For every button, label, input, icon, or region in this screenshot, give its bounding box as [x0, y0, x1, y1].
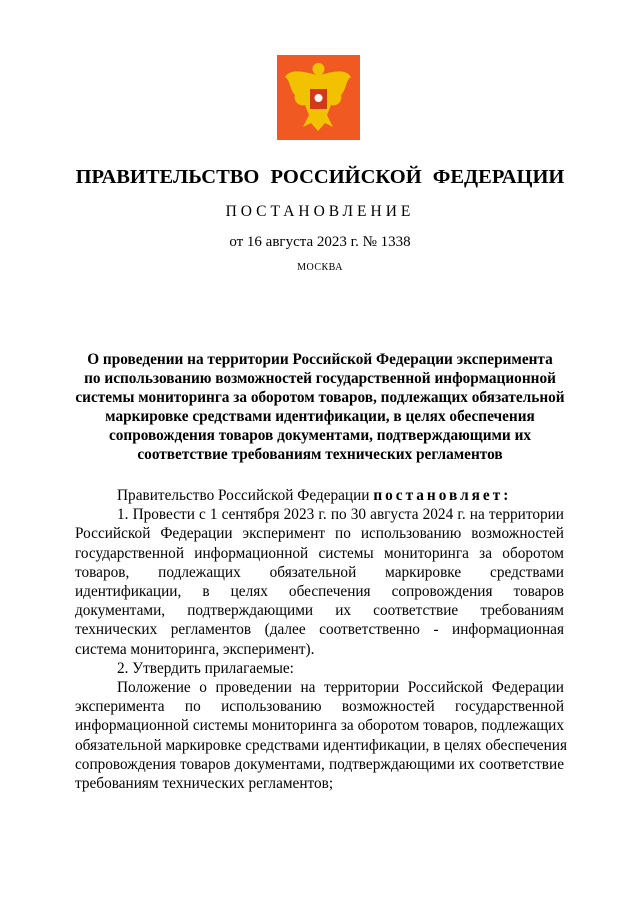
- text-line: сопровождения товаров документами, подтверждающими их соответствие: [75, 755, 564, 773]
- document-title: [70, 350, 570, 464]
- text-line: система мониторинга, эксперимент).: [75, 640, 315, 658]
- text-line: сопровождения товаров документами, подтверждающими их: [108, 427, 532, 444]
- text-line: маркировке средствами идентификации, в целях обеспечения: [105, 408, 535, 425]
- coat-of-arms-emblem: [277, 55, 360, 140]
- preamble-emphasis: постановляет:: [373, 487, 512, 504]
- text-line: товаров, подлежащих обязательной маркировке средствами: [75, 563, 564, 581]
- document-body: [75, 486, 568, 793]
- preamble-text: Правительство Российской Федерации: [117, 487, 374, 504]
- text-line: О проведении на территории Российской Федерации эксперимента: [87, 351, 553, 368]
- preamble: [75, 486, 564, 505]
- text-line: Положение о проведении на территории Российской Федерации: [117, 679, 564, 697]
- paragraph-2: [75, 659, 564, 678]
- text-line: Российской Федерации эксперимент по использованию возможностей: [75, 525, 564, 543]
- text-line: эксперимента по использованию возможностей государственной: [75, 698, 564, 716]
- text-line: требованиям технических регламентов;: [75, 775, 334, 793]
- document-type: ПОСТАНОВЛЕНИЕ: [225, 203, 415, 220]
- text-line: информационной системы мониторинга за оборотом товаров, подлежащих: [75, 717, 564, 735]
- text-line: технических регламентов (далее соответственно - информационная: [75, 621, 564, 639]
- text-line: обязательной маркировке средствами идентификации, в целях обеспечения: [75, 736, 568, 754]
- government-heading: ПРАВИТЕЛЬСТВО РОССИЙСКОЙ ФЕДЕРАЦИИ: [75, 166, 565, 188]
- paragraph-3: [75, 678, 568, 793]
- text-line: 1. Провести с 1 сентября 2023 г. по 30 августа 2024 г. на территории: [117, 506, 564, 524]
- city: МОСКВА: [297, 262, 343, 273]
- date-number: от 16 августа 2023 г. № 1338: [229, 234, 411, 250]
- text-line: по использованию возможностей государственной информационной: [84, 370, 556, 387]
- text-line: соответствие требованиям технических регламентов: [137, 446, 503, 463]
- text-line: системы мониторинга за оборотом товаров, подлежащих обязательной: [75, 389, 565, 406]
- text-line: документами, подтверждающими их соответствие требованиям: [75, 602, 564, 620]
- text-line: 2. Утвердить прилагаемые:: [117, 659, 294, 677]
- paragraph-1: [75, 505, 564, 659]
- text-line: идентификации, в целях обеспечения сопровождения товаров: [75, 583, 564, 601]
- text-line: государственной информационной системы мониторинга за оборотом: [75, 544, 564, 562]
